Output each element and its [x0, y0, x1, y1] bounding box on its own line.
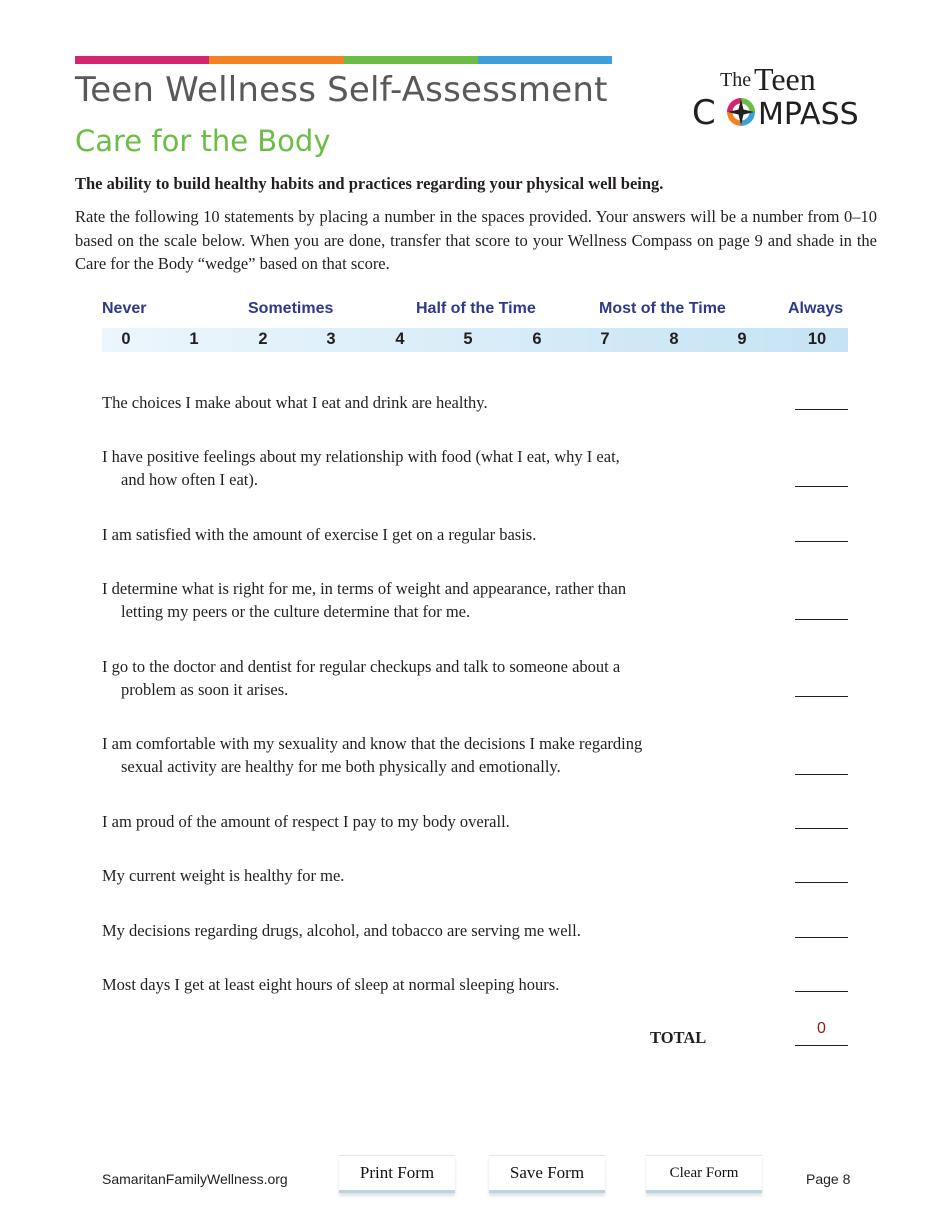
question-text-cont: problem as soon it arises. — [121, 680, 289, 699]
question-text: My decisions regarding drugs, alcohol, and tobacco are serving me well. — [102, 921, 581, 940]
question-text-cont: sexual activity are healthy for me both physically and emotionally. — [121, 757, 561, 776]
question-7 — [102, 810, 742, 833]
question-6 — [102, 732, 742, 778]
question-10 — [102, 973, 742, 996]
question-8 — [102, 864, 742, 887]
scale-number: 5 — [463, 330, 473, 348]
scale-number: 10 — [807, 330, 827, 348]
question-text: I am proud of the amount of respect I pay to my body overall. — [102, 812, 510, 831]
page-title: Teen Wellness Self-Assessment — [75, 70, 608, 110]
page-number: Page 8 — [806, 1171, 851, 1187]
stripe-pink — [75, 56, 209, 64]
print-form-button[interactable]: Print Form — [339, 1155, 455, 1193]
scale-number: 3 — [326, 330, 336, 348]
scale-number: 8 — [669, 330, 679, 348]
answer-field-5[interactable] — [795, 696, 848, 697]
answer-field-9[interactable] — [795, 937, 848, 938]
stripe-green — [344, 56, 478, 64]
scale-number: 4 — [395, 330, 405, 348]
scale-label-always: Always — [788, 300, 844, 317]
intro-definition: The ability to build healthy habits and practices regarding your physical well being. — [75, 174, 664, 193]
question-text: I am comfortable with my sexuality and know that the decisions I make regarding — [102, 734, 643, 753]
scale-number: 1 — [189, 330, 199, 348]
question-text: I am satisfied with the amount of exercise I get on a regular basis. — [102, 525, 537, 544]
question-2 — [102, 445, 742, 491]
answer-field-2[interactable] — [795, 486, 848, 487]
save-form-button[interactable]: Save Form — [489, 1155, 605, 1193]
question-text: I go to the doctor and dentist for regular checkups and talk to someone about a — [102, 657, 621, 676]
logo-c: C — [692, 93, 716, 133]
question-text-cont: letting my peers or the culture determine that for me. — [121, 602, 471, 621]
question-1 — [102, 391, 742, 414]
footer-website: SamaritanFamilyWellness.org — [102, 1171, 288, 1187]
question-5 — [102, 655, 742, 701]
scale-label-sometimes: Sometimes — [248, 300, 334, 317]
logo-teen: Teen — [754, 61, 816, 97]
total-label: TOTAL — [650, 1028, 707, 1047]
scale-number: 0 — [121, 330, 131, 348]
intro-instructions: Rate the following 10 statements by placing a number in the spaces provided. Your answers will be a number from 0–10 based on the scale below. When you are done, transfer that score to your Wellness Compass on page 9 and shade in the Care for the Body “wedge” based on that score. — [75, 207, 877, 273]
answer-field-10[interactable] — [795, 991, 848, 992]
color-stripe — [75, 56, 612, 64]
question-text: My current weight is healthy for me. — [102, 866, 345, 885]
scale-bar — [102, 328, 848, 352]
question-text: The choices I make about what I eat and drink are healthy. — [102, 393, 488, 412]
answer-field-1[interactable] — [795, 409, 848, 410]
question-9 — [102, 919, 742, 942]
scale-label-half: Half of the Time — [416, 300, 536, 317]
question-text: I determine what is right for me, in terms of weight and appearance, rather than — [102, 579, 627, 598]
stripe-orange — [209, 56, 343, 64]
scale-number: 6 — [532, 330, 542, 348]
answer-field-8[interactable] — [795, 882, 848, 883]
total-value: 0 — [817, 1020, 826, 1037]
logo-the: The — [720, 69, 752, 91]
clear-form-button[interactable]: Clear Form — [646, 1155, 762, 1193]
compass-icon — [727, 98, 755, 126]
answer-field-4[interactable] — [795, 619, 848, 620]
teen-compass-logo — [690, 58, 880, 138]
answer-field-7[interactable] — [795, 828, 848, 829]
scale-number: 2 — [258, 330, 268, 348]
stripe-blue — [478, 56, 612, 64]
scale-labels — [102, 300, 848, 324]
question-3 — [102, 523, 742, 546]
question-text-cont: and how often I eat). — [121, 470, 258, 489]
question-4 — [102, 577, 742, 623]
total-field — [795, 1045, 848, 1046]
scale-number: 7 — [600, 330, 610, 348]
answer-field-3[interactable] — [795, 541, 848, 542]
question-text: Most days I get at least eight hours of sleep at normal sleeping hours. — [102, 975, 560, 994]
logo-mpass: MPASS — [758, 97, 859, 132]
answer-field-6[interactable] — [795, 774, 848, 775]
question-text: I have positive feelings about my relationship with food (what I eat, why I eat, — [102, 447, 620, 466]
scale-label-never: Never — [102, 300, 147, 317]
scale-label-most: Most of the Time — [599, 300, 726, 317]
section-subtitle: Care for the Body — [75, 124, 331, 158]
scale-number: 9 — [737, 330, 747, 348]
